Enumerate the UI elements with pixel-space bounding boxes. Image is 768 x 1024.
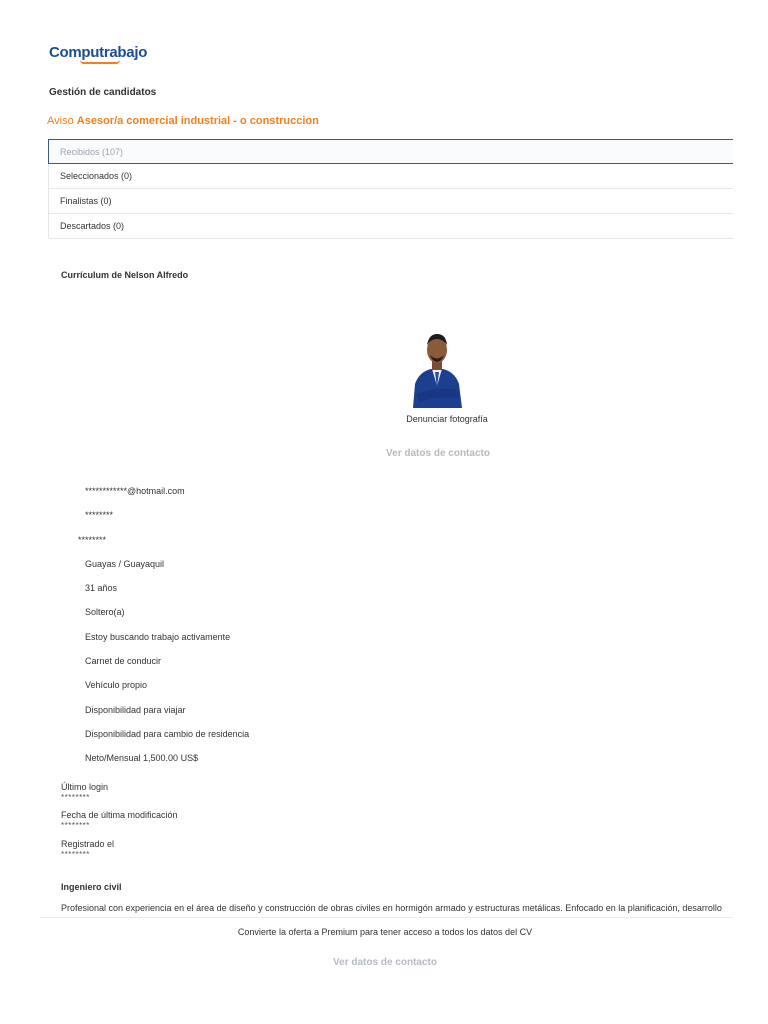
travel-availability: Disponibilidad para viajar <box>85 705 186 715</box>
phone-secondary-value: ******** <box>78 535 107 545</box>
page-title: Gestión de candidatos <box>49 87 157 98</box>
salary-value: Neto/Mensual 1,500.00 US$ <box>85 753 199 763</box>
divider <box>40 917 733 918</box>
tab-recibidos[interactable]: Recibidos (107) <box>48 139 733 164</box>
last-login-value: ******** <box>61 793 90 802</box>
location-value: Guayas / Guayaquil <box>85 559 165 569</box>
view-contact-button[interactable]: Ver datos de contacto <box>386 448 490 459</box>
relocation-availability: Disponibilidad para cambio de residencia <box>85 729 250 739</box>
age-value: 31 años <box>85 583 118 593</box>
job-offer-name[interactable]: Asesor/a comercial industrial - o construccion <box>76 115 319 127</box>
cv-title: Currículum de Nelson Alfredo <box>61 270 189 280</box>
tab-seleccionados[interactable]: Seleccionados (0) <box>48 164 733 189</box>
candidate-photo <box>407 328 467 408</box>
last-modified-value: ******** <box>61 821 90 830</box>
job-offer-title[interactable] <box>47 115 319 127</box>
vehicle-value: Vehículo propio <box>85 680 148 690</box>
email-value: ************@hotmail.com <box>85 486 185 496</box>
candidate-avatar-icon <box>407 328 467 408</box>
registered-value: ******** <box>61 850 90 859</box>
cv-summary: Profesional con experiencia en el área de diseño y construcción de obras civiles en hormigón armado y estructuras metálicas. Enfocado en la planificación, desarrollo <box>61 903 722 913</box>
registered-label: Registrado el <box>61 839 115 849</box>
premium-upsell-note: Convierte la oferta a Premium para tener acceso a todos los datos del CV <box>237 927 533 937</box>
tab-finalistas[interactable]: Finalistas (0) <box>48 189 733 214</box>
logo-swoosh-icon <box>80 60 120 64</box>
view-contact-button-bottom[interactable]: Ver datos de contacto <box>333 957 437 968</box>
job-search-status: Estoy buscando trabajo activamente <box>85 632 231 642</box>
job-offer-prefix: Aviso <box>47 115 74 127</box>
brand-name[interactable]: Computrabajo <box>49 44 148 61</box>
content-fade <box>40 913 740 925</box>
last-login-label: Último login <box>61 782 109 792</box>
last-modified-label: Fecha de última modificación <box>61 810 178 820</box>
candidate-tabs <box>48 139 733 239</box>
license-value: Carnet de conducir <box>85 656 162 666</box>
phone-value: ******** <box>85 510 114 520</box>
report-photo-link[interactable]: Denunciar fotografía <box>406 414 488 424</box>
marital-status-value: Soltero(a) <box>85 607 125 617</box>
profession-title: Ingeniero civil <box>61 882 122 892</box>
tab-descartados[interactable]: Descartados (0) <box>48 214 733 239</box>
